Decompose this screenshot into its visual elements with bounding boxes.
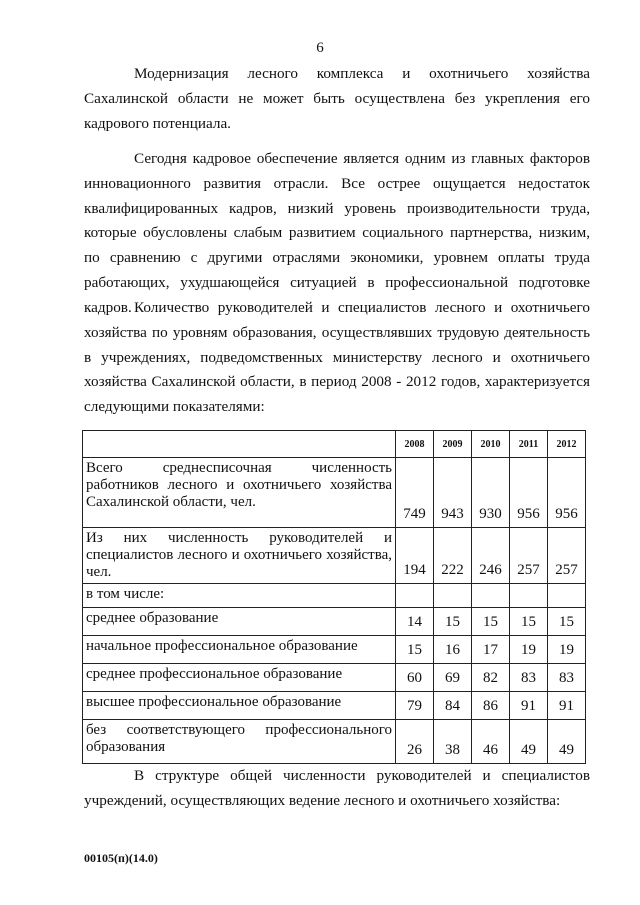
paragraph-intro — [84, 62, 590, 136]
table-cell: 26 — [396, 720, 434, 764]
table-cell: 15 — [434, 608, 472, 636]
table-header-empty — [83, 431, 396, 458]
table-cell: 19 — [510, 636, 548, 664]
table-row-label: начальное профессиональное образование — [83, 636, 396, 664]
paragraph-text: Количество руководителей и специалистов лесного и охотничьего хозяйства по уровням образования, осуществлявших трудовую деятельность в учреждениях, подведомственных министерству лесного и охотничьего хозяйства Сахалинской области, в период 2008 - 2012 годов, характеризуется следующими показателями: — [84, 299, 590, 416]
table-cell: 82 — [472, 664, 510, 692]
table-row — [83, 608, 586, 636]
table-row — [83, 584, 586, 608]
table-row-label: среднее профессиональное образование — [83, 664, 396, 692]
paragraph-text: Модернизация лесного комплекса и охотничьего хозяйства Сахалинской области не может быть осуществлена без укрепления его кадрового потенциала. — [84, 65, 590, 132]
table-cell: 246 — [472, 528, 510, 584]
table-row-label: без соответствующего профессионального образования — [83, 720, 396, 764]
table-cell: 17 — [472, 636, 510, 664]
table-cell: 257 — [510, 528, 548, 584]
table-header-year: 2009 — [434, 431, 472, 458]
table-row-label: Всего среднесписочная численность работников лесного и охотничьего хозяйства Сахалинской области, чел. — [83, 458, 396, 528]
document-code: 00105(п)(14.0) — [84, 851, 158, 865]
table-cell: 15 — [510, 608, 548, 636]
table-cell: 84 — [434, 692, 472, 720]
table-cell: 14 — [396, 608, 434, 636]
table-cell: 15 — [548, 608, 586, 636]
paragraph-structure — [84, 764, 590, 814]
table-cell: 91 — [510, 692, 548, 720]
table-cell: 16 — [434, 636, 472, 664]
table-cell: 749 — [396, 458, 434, 528]
page-number: 6 — [316, 40, 324, 56]
table-row — [83, 528, 586, 584]
table-header-row — [83, 431, 586, 458]
table-cell: 79 — [396, 692, 434, 720]
table-cell: 956 — [510, 458, 548, 528]
table-row-label: высшее профессиональное образование — [83, 692, 396, 720]
table-cell — [434, 584, 472, 608]
table-cell: 69 — [434, 664, 472, 692]
table-cell — [396, 584, 434, 608]
table-row-label: в том числе: — [83, 584, 396, 608]
table-cell: 46 — [472, 720, 510, 764]
table-cell: 49 — [548, 720, 586, 764]
table-cell: 15 — [396, 636, 434, 664]
table-header-year: 2011 — [510, 431, 548, 458]
paragraph-text: Сегодня кадровое обеспечение является одним из главных факторов инновационного развития отрасли. Все острее ощущается недостаток квалифицированных кадров, низкий уровень производительности труда, которые обусловлены слабым развитием социального партнерства, низким, по сравнению с другими отраслями экономики, уровнем оплаты труда работающих, ухудшающейся ситуацией в профессиональной подготовке кадров. — [84, 150, 590, 316]
table-cell: 943 — [434, 458, 472, 528]
table-row — [83, 720, 586, 764]
table-row — [83, 458, 586, 528]
table-cell: 83 — [548, 664, 586, 692]
table-cell: 91 — [548, 692, 586, 720]
education-stats-table — [82, 430, 586, 764]
table-cell — [548, 584, 586, 608]
table-cell: 83 — [510, 664, 548, 692]
table-cell: 49 — [510, 720, 548, 764]
table-header-year: 2012 — [548, 431, 586, 458]
table-cell: 222 — [434, 528, 472, 584]
table-cell: 86 — [472, 692, 510, 720]
table-row-label: Из них численность руководителей и специалистов лесного и охотничьего хозяйства, чел. — [83, 528, 396, 584]
paragraph-text: В структуре общей численности руководителей и специалистов учреждений, осуществляющих ведение лесного и охотничьего хозяйства: — [84, 767, 590, 809]
table-cell — [510, 584, 548, 608]
table-header-year: 2010 — [472, 431, 510, 458]
table-header-year: 2008 — [396, 431, 434, 458]
table-cell: 956 — [548, 458, 586, 528]
table-row — [83, 692, 586, 720]
table-cell: 930 — [472, 458, 510, 528]
table-row-label: среднее образование — [83, 608, 396, 636]
table-cell: 194 — [396, 528, 434, 584]
table-row — [83, 636, 586, 664]
table-cell: 19 — [548, 636, 586, 664]
table-cell: 60 — [396, 664, 434, 692]
paragraph-table-intro — [84, 296, 590, 420]
paragraph-staffing — [84, 147, 590, 321]
table-cell — [472, 584, 510, 608]
table-cell: 15 — [472, 608, 510, 636]
table-row — [83, 664, 586, 692]
table-cell: 257 — [548, 528, 586, 584]
table-cell: 38 — [434, 720, 472, 764]
